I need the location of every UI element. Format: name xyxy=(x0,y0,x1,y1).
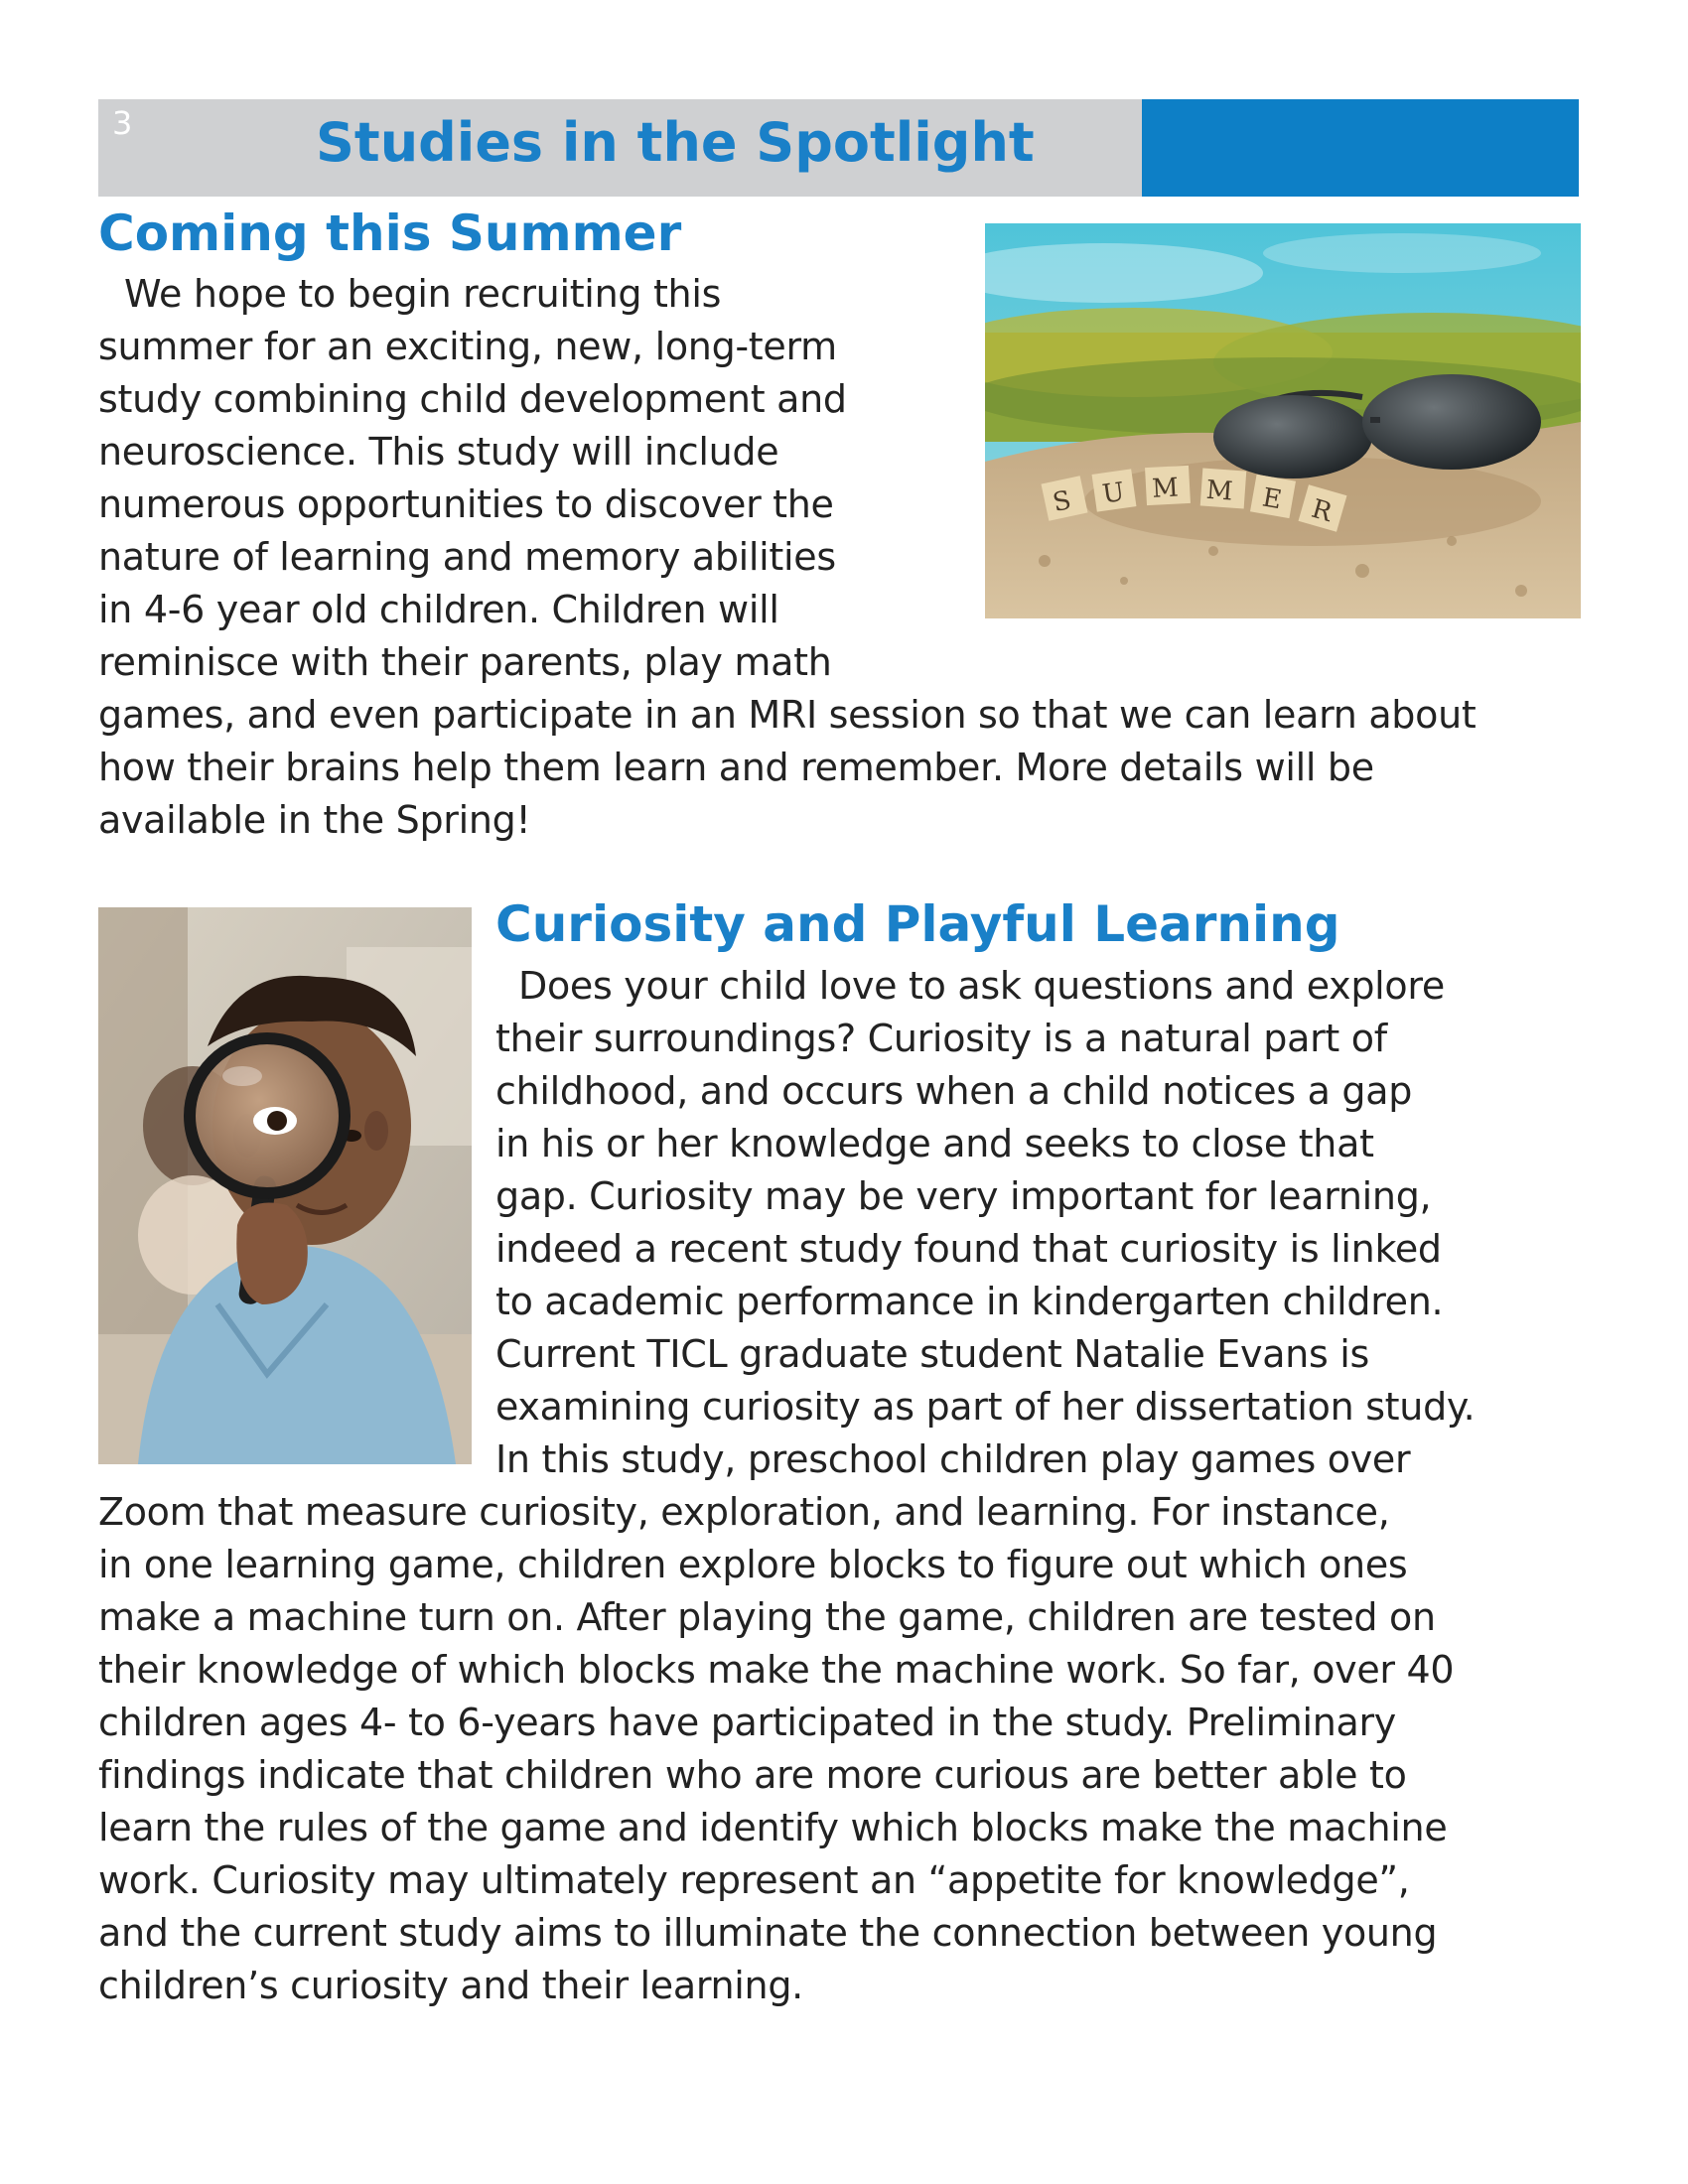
paragraph-line: nature of learning and memory abilities xyxy=(98,535,836,579)
paragraph-line: their surroundings? Curiosity is a natural part of xyxy=(495,1017,1387,1060)
banner-title: Studies in the Spotlight xyxy=(316,111,1035,174)
paragraph-line: We hope to begin recruiting this xyxy=(124,272,722,316)
paragraph-line: make a machine turn on. After playing the game, children are tested on xyxy=(98,1595,1436,1639)
child-photo-illustration xyxy=(98,907,472,1464)
letter-tile: U xyxy=(1100,477,1127,510)
paragraph-line: findings indicate that children who are more curious are better able to xyxy=(98,1753,1407,1797)
section-heading-curiosity: Curiosity and Playful Learning xyxy=(495,895,1340,953)
header-accent-bar xyxy=(1142,99,1579,197)
summer-photo-illustration xyxy=(985,223,1581,618)
paragraph-line: children’s curiosity and their learning. xyxy=(98,1964,803,2007)
paragraph-line: Current TICL graduate student Natalie Evans is xyxy=(495,1332,1369,1376)
letter-tile: R xyxy=(1308,493,1336,528)
paragraph-line: in 4-6 year old children. Children will xyxy=(98,588,779,631)
child-magnifying-glass-photo xyxy=(98,907,472,1464)
paragraph-line: numerous opportunities to discover the xyxy=(98,482,834,526)
paragraph-line: gap. Curiosity may be very important for learning, xyxy=(495,1174,1432,1218)
paragraph-line: to academic performance in kindergarten children. xyxy=(495,1280,1444,1323)
paragraph-line: available in the Spring! xyxy=(98,798,531,842)
paragraph-line: indeed a recent study found that curiosity is linked xyxy=(495,1227,1442,1271)
letter-tile: M xyxy=(1151,473,1180,504)
paragraph-line: Does your child love to ask questions and explore xyxy=(518,964,1445,1008)
paragraph-line: and the current study aims to illuminate the connection between young xyxy=(98,1911,1438,1955)
paragraph-line: games, and even participate in an MRI session so that we can learn about xyxy=(98,693,1477,737)
paragraph-line: examining curiosity as part of her dissertation study. xyxy=(495,1385,1476,1429)
paragraph-line: Zoom that measure curiosity, exploration, and learning. For instance, xyxy=(98,1490,1390,1534)
paragraph-line: learn the rules of the game and identify which blocks make the machine xyxy=(98,1806,1448,1849)
letter-tile: M xyxy=(1204,475,1234,507)
section-heading-summer: Coming this Summer xyxy=(98,205,682,262)
paragraph-line: in one learning game, children explore blocks to figure out which ones xyxy=(98,1543,1408,1586)
paragraph-line: neuroscience. This study will include xyxy=(98,430,779,474)
paragraph-line: children ages 4- to 6-years have participated in the study. Preliminary xyxy=(98,1701,1396,1744)
paragraph-line: summer for an exciting, new, long-term xyxy=(98,325,837,368)
paragraph-line: how their brains help them learn and remember. More details will be xyxy=(98,746,1374,789)
paragraph-line: work. Curiosity may ultimately represent an “appetite for knowledge”, xyxy=(98,1858,1410,1902)
paragraph-line: study combining child development and xyxy=(98,377,847,421)
paragraph-line: reminisce with their parents, play math xyxy=(98,640,832,684)
paragraph-line: childhood, and occurs when a child notices a gap xyxy=(495,1069,1413,1113)
letter-tile: E xyxy=(1260,482,1284,516)
summer-sunglasses-photo xyxy=(985,223,1581,618)
paragraph-line: In this study, preschool children play games over xyxy=(495,1437,1411,1481)
page-number: 3 xyxy=(112,104,133,142)
letter-tile: S xyxy=(1050,485,1074,519)
paragraph-line: their knowledge of which blocks make the machine work. So far, over 40 xyxy=(98,1648,1455,1692)
paragraph-line: in his or her knowledge and seeks to close that xyxy=(495,1122,1374,1165)
